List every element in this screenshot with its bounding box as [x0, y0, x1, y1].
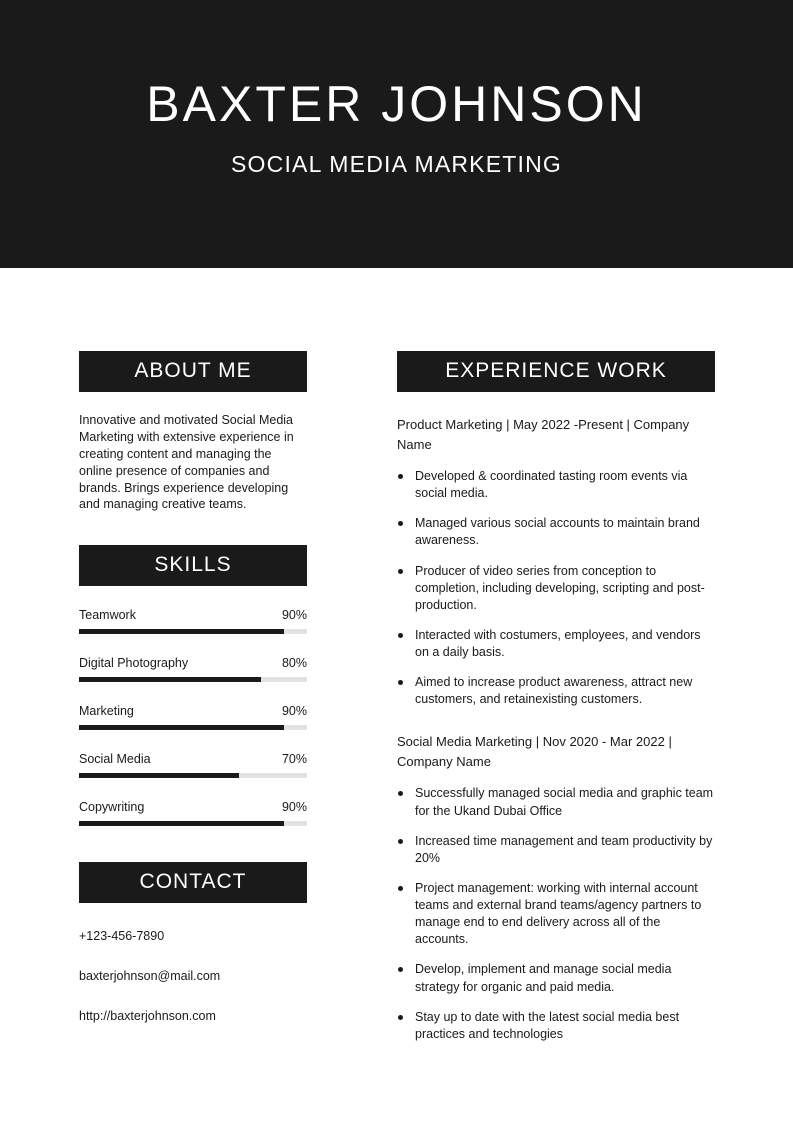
contact-email[interactable]: baxterjohnson@mail.com	[79, 969, 221, 984]
section-title-experience: EXPERIENCE WORK	[397, 351, 715, 392]
list-item: Stay up to date with the latest social media best practices and technologies	[397, 1009, 715, 1043]
skill-progress-track	[79, 725, 307, 730]
skill-item	[79, 608, 307, 634]
experience-bullets	[397, 468, 715, 708]
skill-progress-fill	[79, 773, 239, 778]
list-item: Managed various social accounts to maintain brand awareness.	[397, 515, 715, 549]
skill-item	[79, 752, 307, 778]
skill-percent: 70%	[281, 752, 307, 767]
skill-progress-fill	[79, 821, 284, 826]
page-title: BAXTER JOHNSON	[146, 76, 647, 133]
right-column	[397, 351, 715, 1056]
resume-header	[0, 0, 793, 268]
skill-progress-fill	[79, 629, 284, 634]
skill-progress-track	[79, 773, 307, 778]
contact-website[interactable]: http://baxterjohnson.com	[79, 1009, 216, 1024]
section-title-skills: SKILLS	[79, 545, 307, 586]
list-item: Aimed to increase product awareness, attract new customers, and retainexisting customers.	[397, 674, 715, 708]
skill-item	[79, 800, 307, 826]
skill-label: Teamwork	[79, 608, 136, 623]
skill-percent: 90%	[281, 704, 307, 719]
skill-progress-fill	[79, 725, 284, 730]
skill-label: Copywriting	[79, 800, 145, 815]
list-item: Developed & coordinated tasting room events via social media.	[397, 468, 715, 502]
list-item: Interacted with costumers, employees, and vendors on a daily basis.	[397, 627, 715, 661]
list-item: Successfully managed social media and graphic team for the Ukand Dubai Office	[397, 785, 715, 819]
contact-phone: +123-456-7890	[79, 929, 165, 944]
list-item: Develop, implement and manage social media strategy for organic and paid media.	[397, 961, 715, 995]
skill-progress-track	[79, 629, 307, 634]
skill-item	[79, 656, 307, 682]
skill-percent: 90%	[281, 800, 307, 815]
list-item: Project management: working with internal account teams and external brand teams/agency partners to manage end to end delivery across all of the accounts.	[397, 880, 715, 949]
skills-section	[79, 545, 307, 826]
contact-section	[79, 862, 307, 1023]
experience-entry	[397, 415, 715, 708]
skill-label: Digital Photography	[79, 656, 189, 671]
section-title-contact: CONTACT	[79, 862, 307, 903]
left-column	[79, 351, 307, 1023]
skill-item	[79, 704, 307, 730]
experience-heading: Social Media Marketing | Nov 2020 - Mar 2022 | Company Name	[397, 734, 672, 769]
skill-label: Social Media	[79, 752, 151, 767]
skill-progress-track	[79, 677, 307, 682]
resume-body	[0, 268, 793, 1056]
skill-label: Marketing	[79, 704, 134, 719]
skill-percent: 90%	[281, 608, 307, 623]
experience-entry	[397, 732, 715, 1043]
skill-percent: 80%	[281, 656, 307, 671]
experience-bullets	[397, 785, 715, 1043]
header-subtitle: SOCIAL MEDIA MARKETING	[231, 150, 562, 177]
section-title-about: ABOUT ME	[79, 351, 307, 392]
list-item: Producer of video series from conception to completion, including developing, scripting and post-production.	[397, 563, 715, 614]
list-item: Increased time management and team productivity by 20%	[397, 833, 715, 867]
about-text: Innovative and motivated Social Media Marketing with extensive experience in creating content and managing the online presence of companies and brands. Brings experience developing and managing creative teams.	[79, 413, 294, 512]
experience-heading: Product Marketing | May 2022 -Present | Company Name	[397, 417, 690, 452]
skill-progress-fill	[79, 677, 261, 682]
skill-progress-track	[79, 821, 307, 826]
